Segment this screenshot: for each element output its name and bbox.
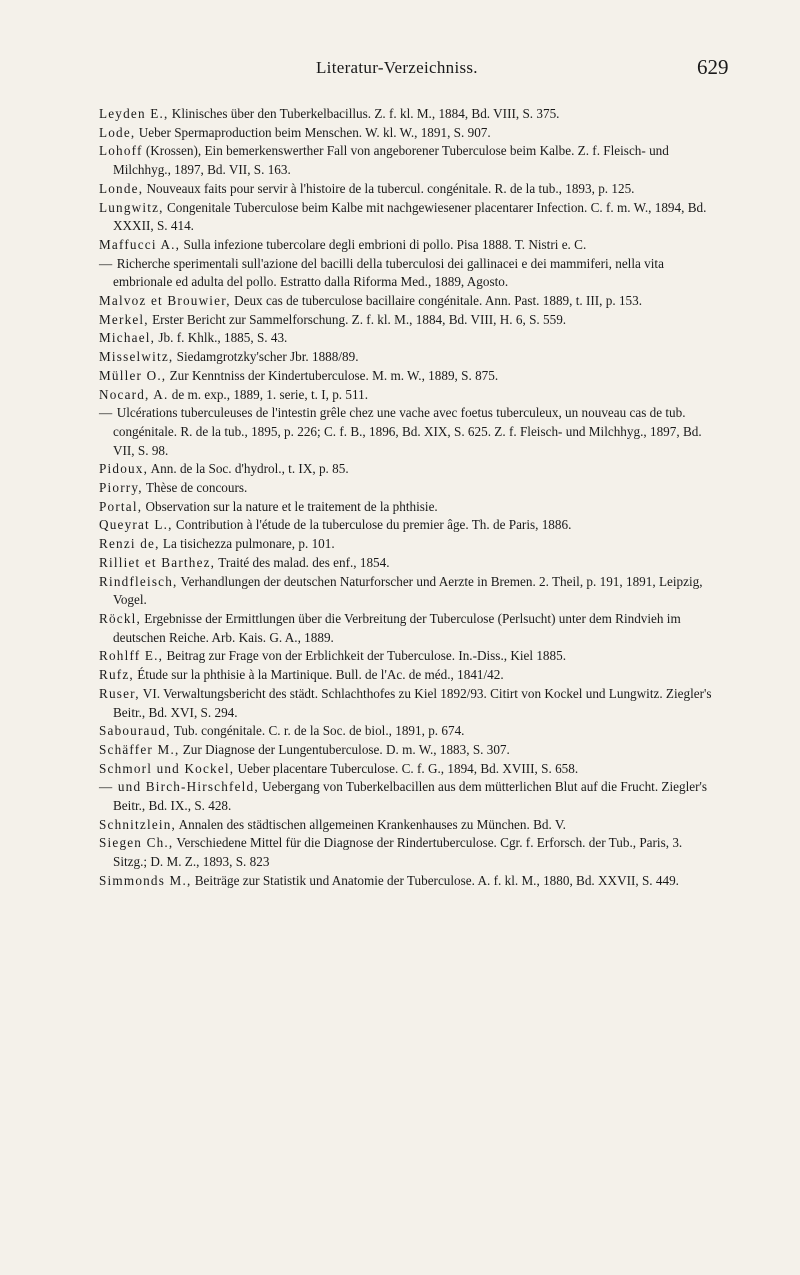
bibliography-entry xyxy=(99,535,719,554)
entry-citation: Congenitale Tuberculose beim Kalbe mit nachgewiesener placentarer Infection. C. f. m. W., 1894, Bd. XXXII, S. 414. xyxy=(113,199,707,234)
entry-author: Michael, xyxy=(99,330,156,346)
bibliography-entry xyxy=(99,367,719,386)
entry-author: Misselwitz, xyxy=(99,349,174,365)
bibliography-entry xyxy=(99,610,719,647)
bibliography-entry xyxy=(99,666,719,685)
entry-citation: Richerche sperimentali sull'azione del bacilli della tuberculosi dei gallinacei e dei mammiferi, nella vita embrionale ed adulta del pollo. Estratto dalla Riforma Med., 1889, Agosto. xyxy=(113,255,664,290)
entry-citation: Ueber Spermaproduction beim Menschen. W. kl. W., 1891, S. 907. xyxy=(135,124,491,140)
bibliography-entry xyxy=(99,685,719,722)
bibliography-entry xyxy=(99,498,719,517)
running-title: Literatur-Verzeichniss. xyxy=(316,58,478,77)
bibliography-entry xyxy=(99,872,719,891)
bibliography-entry xyxy=(99,554,719,573)
bibliography-entry xyxy=(99,386,719,405)
entry-author: — und Birch-Hirschfeld, xyxy=(99,779,259,795)
entry-citation: Uebergang von Tuberkelbacillen aus dem mütterlichen Blut auf die Frucht. Ziegler's Beitr., Bd. IX., S. 428. xyxy=(113,779,708,814)
page-header xyxy=(0,55,800,88)
bibliography-entry xyxy=(99,573,719,610)
entry-author: Londe, xyxy=(99,180,144,196)
entry-author: Müller O., xyxy=(99,367,167,383)
entry-author: Schmorl und Kockel, xyxy=(99,760,235,776)
bibliography-entry xyxy=(99,479,719,498)
bibliography-entry xyxy=(99,105,719,124)
entry-author: Sabouraud, xyxy=(99,723,171,739)
bibliography-entry xyxy=(99,741,719,760)
entry-citation: Ann. de la Soc. d'hydrol., t. IX, p. 85. xyxy=(148,461,349,477)
bibliography-list xyxy=(99,105,719,891)
entry-author: Maffucci A., xyxy=(99,236,181,252)
entry-author: Nocard, A. xyxy=(99,386,169,402)
entry-citation: Traité des malad. des enf., 1854. xyxy=(215,554,390,570)
bibliography-entry xyxy=(99,722,719,741)
bibliography-entry xyxy=(99,647,719,666)
entry-author: Merkel, xyxy=(99,311,149,327)
bibliography-entry xyxy=(99,760,719,779)
page-number: 629 xyxy=(697,55,729,79)
entry-citation: Zur Diagnose der Lungentuberculose. D. m. W., 1883, S. 307. xyxy=(179,741,510,757)
entry-author: Schäffer M., xyxy=(99,741,180,757)
bibliography-entry xyxy=(99,180,719,199)
entry-author: Simmonds M., xyxy=(99,872,192,888)
entry-author: Rilliet et Barthez, xyxy=(99,554,216,570)
entry-citation: Verschiedene Mittel für die Diagnose der Rindertuberculose. Cgr. f. Erforsch. der Tub., Paris, 3. Sitzg.; D. M. Z., 1893, S. 823 xyxy=(113,835,683,870)
entry-citation: Sulla infezione tubercolare degli embrioni di pollo. Pisa 1888. T. Nistri e. C. xyxy=(180,236,587,252)
entry-citation: Verhandlungen der deutschen Naturforscher und Aerzte in Bremen. 2. Theil, p. 191, 1891, Leipzig, Vogel. xyxy=(113,573,703,608)
entry-citation: Tub. congénitale. C. r. de la Soc. de biol., 1891, p. 674. xyxy=(170,723,465,739)
entry-citation: Siedamgrotzky'scher Jbr. 1888/89. xyxy=(173,349,359,365)
entry-author: Piorry, xyxy=(99,480,143,496)
bibliography-entry xyxy=(99,348,719,367)
bibliography-entry xyxy=(99,124,719,143)
bibliography-entry xyxy=(99,255,719,292)
entry-author: Leyden E., xyxy=(99,106,169,121)
entry-citation: Contribution à l'étude de la tuberculose du premier âge. Th. de Paris, 1886. xyxy=(172,517,572,533)
entry-citation: (Krossen), Ein bemerkenswerther Fall von angeborener Tuberculose beim Kalbe. Z. f. Fleisch- und Milchhyg., 1897, Bd. VII, S. 163. xyxy=(113,143,669,178)
entry-author: Pidoux, xyxy=(99,461,149,477)
bibliography-entry xyxy=(99,460,719,479)
bibliography-entry xyxy=(99,816,719,835)
entry-author: Röckl, xyxy=(99,610,141,626)
bibliography-entry xyxy=(99,292,719,311)
entry-author: Rohlff E., xyxy=(99,648,164,664)
entry-author: — xyxy=(99,405,114,421)
bibliography-entry xyxy=(99,516,719,535)
entry-citation: Klinisches über den Tuberkelbacillus. Z. f. kl. M., 1884, Bd. VIII, S. 375. xyxy=(168,106,560,121)
entry-citation: VI. Verwaltungsbericht des städt. Schlachthofes zu Kiel 1892/93. Citirt von Kockel und Lungwitz. Ziegler's Beitr., Bd. XVI, S. 294. xyxy=(113,685,712,720)
entry-citation: Beitrag zur Frage von der Erblichkeit der Tuberculose. In.-Diss., Kiel 1885. xyxy=(163,648,567,664)
entry-author: — xyxy=(99,255,114,271)
entry-citation: Ulcérations tuberculeuses de l'intestin grêle chez une vache avec foetus tuberculeux, un nouveau cas de tub. congénitale. R. de la tub., 1895, p. 226; C. f. B., 1896, Bd. XIX, S. 625. Z. f. Fleisch- und Milchhyg., 1897, Bd. VII, S. 98. xyxy=(113,405,702,458)
entry-author: Renzi de, xyxy=(99,536,160,552)
entry-citation: La tisichezza pulmonare, p. 101. xyxy=(159,536,335,552)
entry-citation: Thèse de concours. xyxy=(142,480,248,496)
entry-citation: Zur Kenntniss der Kindertuberculose. M. m. W., 1889, S. 875. xyxy=(166,367,499,383)
entry-author: Queyrat L., xyxy=(99,517,173,533)
bibliography-entry xyxy=(99,834,719,871)
entry-citation: de m. exp., 1889, 1. serie, t. I, p. 511. xyxy=(168,386,368,402)
entry-citation: Ergebnisse der Ermittlungen über die Verbreitung der Tuberculose (Perlsucht) unter dem Rindvieh im deutschen Reiche. Arb. Kais. G. A., 1889. xyxy=(113,610,681,645)
bibliography-entry xyxy=(99,329,719,348)
entry-author: Portal, xyxy=(99,498,143,514)
entry-citation: Deux cas de tuberculose bacillaire congénitale. Ann. Past. 1889, t. III, p. 153. xyxy=(230,293,643,309)
bibliography-entry xyxy=(99,404,719,460)
bibliography-entry xyxy=(99,199,719,236)
entry-author: Schnitzlein, xyxy=(99,816,177,832)
entry-author: Rindfleisch, xyxy=(99,573,178,589)
entry-author: Lungwitz, xyxy=(99,199,164,215)
entry-citation: Ueber placentare Tuberculose. C. f. G., 1894, Bd. XVIII, S. 658. xyxy=(234,760,579,776)
entry-citation: Étude sur la phthisie à la Martinique. Bull. de l'Ac. de méd., 1841/42. xyxy=(133,667,504,683)
entry-author: Rufz, xyxy=(99,667,134,683)
entry-citation: Annalen des städtischen allgemeinen Krankenhauses zu München. Bd. V. xyxy=(176,816,566,832)
entry-author: Siegen Ch., xyxy=(99,835,174,851)
entry-citation: Jb. f. Khlk., 1885, S. 43. xyxy=(155,330,288,346)
bibliography-entry xyxy=(99,311,719,330)
bibliography-entry xyxy=(99,142,719,179)
entry-author: Lohoff xyxy=(99,143,143,159)
entry-citation: Erster Bericht zur Sammelforschung. Z. f. kl. M., 1884, Bd. VIII, H. 6, S. 559. xyxy=(148,311,567,327)
entry-author: Lode, xyxy=(99,124,136,140)
entry-author: Malvoz et Brouwier, xyxy=(99,293,231,309)
entry-citation: Beiträge zur Statistik und Anatomie der Tuberculose. A. f. kl. M., 1880, Bd. XXVII, S. 449. xyxy=(191,872,679,888)
bibliography-entry xyxy=(99,778,719,815)
entry-citation: Observation sur la nature et le traitement de la phthisie. xyxy=(142,498,438,514)
entry-citation: Nouveaux faits pour servir à l'histoire de la tubercul. congénitale. R. de la tub., 1893, p. 125. xyxy=(143,180,635,196)
bibliography-entry xyxy=(99,236,719,255)
entry-author: Ruser, xyxy=(99,685,140,701)
